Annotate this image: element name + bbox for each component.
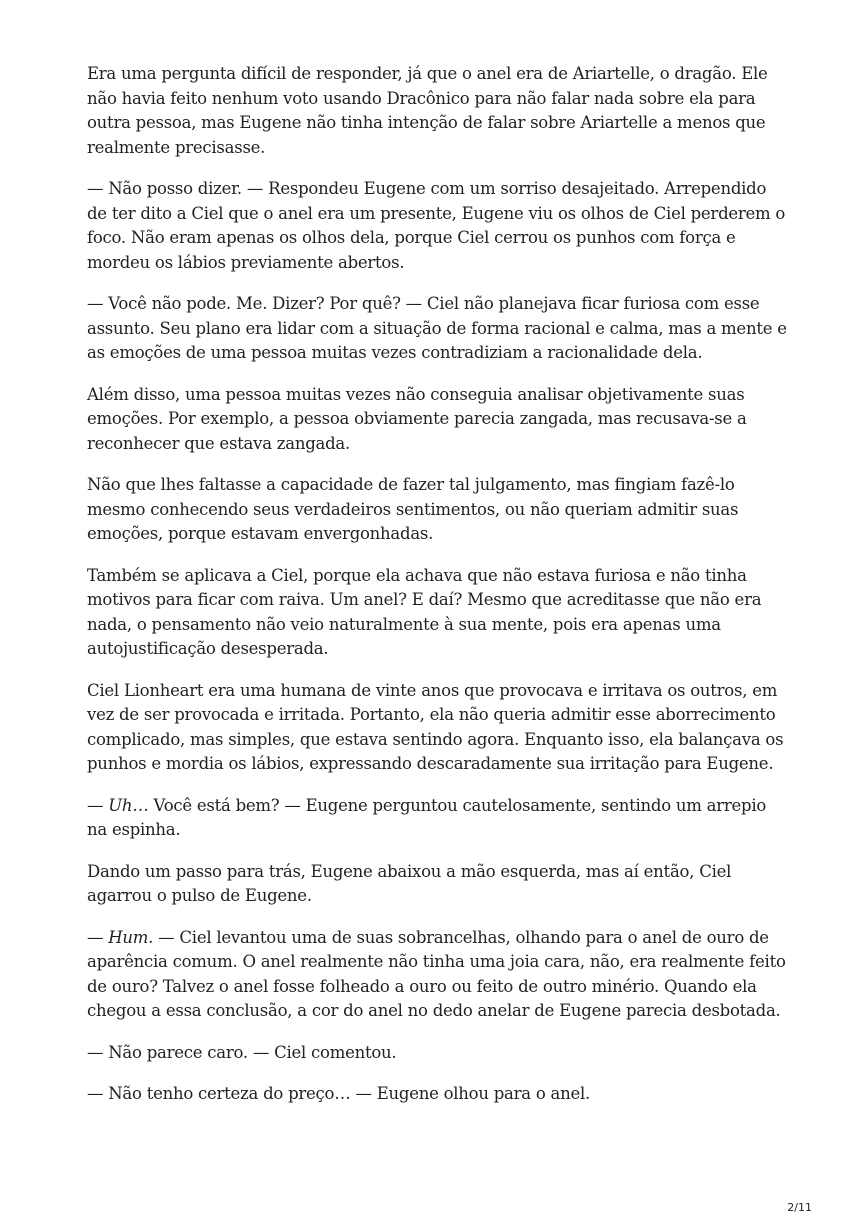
paragraph-11: — Não parece caro. — Ciel comentou.: [87, 1042, 397, 1062]
page-number: 2/11: [787, 1201, 812, 1214]
dialogue-dash: —: [87, 795, 109, 815]
paragraph-10: [87, 926, 787, 1024]
paragraph-6: Também se aplicava a Ciel, porque ela achava que não estava furiosa e não tinha motivos para ficar com raiva. Um anel? E daí? Mesmo que acreditasse que não era nada, o pensamento não veio naturalmente à sua mente, pois era apenas uma autojustificação desesperada.: [87, 565, 762, 658]
paragraph-text: Você está bem? — Eugene perguntou cautelosamente, sentindo um arrepio na espinha.: [87, 795, 767, 839]
paragraph-9: Dando um passo para trás, Eugene abaixou a mão esquerda, mas aí então, Ciel agarrou o pulso de Eugene.: [87, 861, 732, 905]
paragraph-text: — Ciel levantou uma de suas sobrancelhas, olhando para o anel de ouro de aparência comum. O anel realmente não tinha uma joia cara, não, era realmente feito de ouro? Talvez o anel fosse folheado a ouro ou feito de outro minério. Quando ela chegou a essa conclusão, a cor do anel no dedo anelar de Eugene parecia desbotada.: [87, 927, 786, 1020]
paragraph-3: — Você não pode. Me. Dizer? Por quê? — Ciel não planejava ficar furiosa com esse assunto. Seu plano era lidar com a situação de forma racional e calma, mas a mente e as emoções de uma pessoa muitas vezes contradiziam a racionalidade dela.: [87, 294, 787, 362]
dialogue-dash: —: [87, 927, 109, 947]
paragraph-5: Não que lhes faltasse a capacidade de fazer tal julgamento, mas fingiam fazê-lo mesmo conhecendo seus verdadeiros sentimentos, ou não queriam admitir suas emoções, porque estavam envergonhadas.: [87, 475, 739, 543]
paragraph-8: [87, 794, 787, 843]
paragraph-2: — Não posso dizer. — Respondeu Eugene com um sorriso desajeitado. Arrependido de ter dito a Ciel que o anel era um presente, Eugene viu os olhos de Ciel perderem o foco. Não eram apenas os olhos dela, porque Ciel cerrou os punhos com força e mordeu os lábios previamente abertos.: [87, 179, 786, 272]
paragraph-7: Ciel Lionheart era uma humana de vinte anos que provocava e irritava os outros, em vez de ser provocada e irritada. Portanto, ela não queria admitir esse aborrecimento complicado, mas simples, que estava sentindo agora. Enquanto isso, ela balançava os punhos e mordia os lábios, expressando descaradamente sua irritação para Eugene.: [87, 680, 784, 773]
italic-interjection: Uh…: [108, 795, 149, 815]
page-body: [87, 62, 787, 1124]
italic-interjection: Hum.: [108, 927, 154, 947]
paragraph-4: Além disso, uma pessoa muitas vezes não conseguia analisar objetivamente suas emoções. Por exemplo, a pessoa obviamente parecia zangada, mas recusava-se a reconhecer que estava zangada.: [87, 384, 747, 453]
paragraph-12: — Não tenho certeza do preço… — Eugene olhou para o anel.: [87, 1084, 591, 1103]
paragraph-1: Era uma pergunta difícil de responder, já que o anel era de Ariartelle, o dragão. Ele não havia feito nenhum voto usando Dracônico para não falar nada sobre ela para outra pessoa, mas Eugene não tinha intenção de falar sobre Ariartelle a menos que realmente precisasse.: [87, 64, 768, 157]
